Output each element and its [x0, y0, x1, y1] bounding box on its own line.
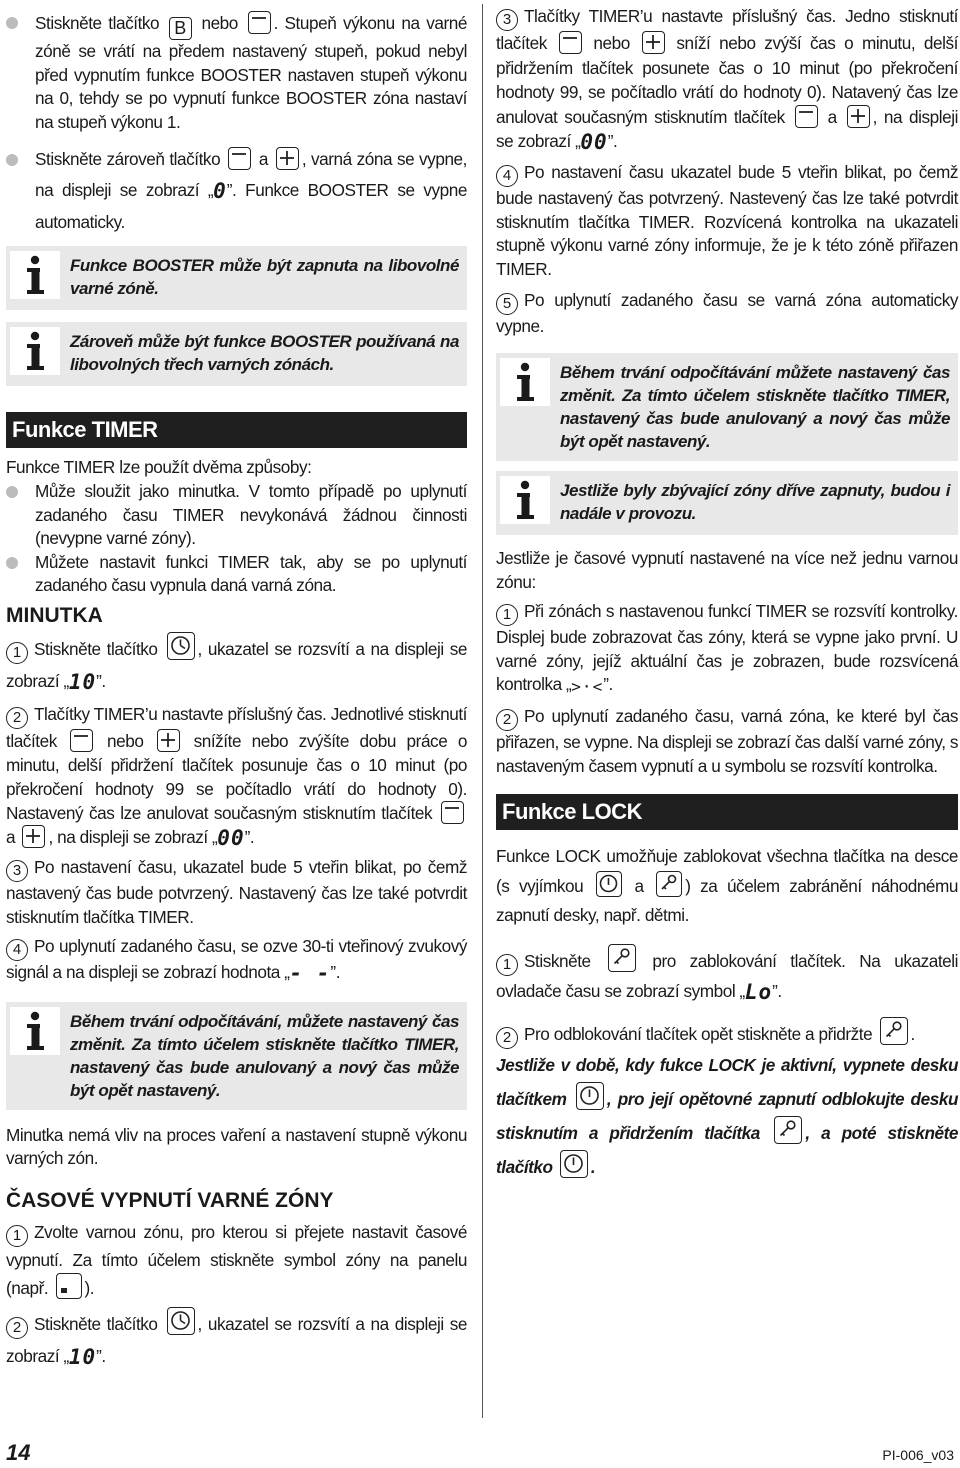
bullet-dot — [6, 17, 18, 29]
step-number: 1 — [496, 954, 518, 976]
booster-bullet-2: Stiskněte zároveň tlačítko a , varná zóna se vypne, na displeji se zobrazí „0”. Funkce BOOSTER se vypne automaticky. — [6, 144, 467, 238]
step-number: 3 — [6, 860, 28, 882]
step-number: 3 — [496, 9, 518, 31]
key-lock-icon — [608, 944, 636, 972]
step-number: 1 — [6, 1225, 28, 1247]
plus-key-icon — [642, 31, 665, 54]
display-lo: Lo — [744, 980, 773, 1005]
minutka-step-2: 2 Tlačítky TIMER’u nastavte příslušný čas. Jednotlivé stisknutí tlačítek nebo snížíte nebo zvýšíte dobu práce o minutu, delší přidržení tlačítek posunuje čas o 10 minut (po překročení hodnoty 99 se počítadlo vrátí do hodnoty 0). Nastavený čas lze anulovat současným stisknutím tlačítek a , na displeji se zobrazí „00”. — [6, 703, 467, 850]
multi-zone-step-1: 1 Při zónách s nastavenou funkcí TIMER se rozsvítí kontrolky. Displej bude zobrazovat čas zóny, která se vypne jako první. U varné zóny, jejíž aktuální čas je zobrazen, bude rozsvícená kontrolka „>·<”. — [496, 600, 958, 699]
info-box-countdown-change-right: Během trvání odpočítávání můžete nastavený čas změnit. Za tímto účelem stiskněte tlačítko TIMER, nastavený čas bude anulovaný a nový čas může být opět nastavený. — [496, 353, 958, 461]
timer-intro: Funkce TIMER lze použít dvěma způsoby: — [6, 457, 312, 478]
key-lock-icon — [774, 1116, 802, 1144]
timer-section-heading: Funkce TIMER — [6, 412, 467, 448]
step-number: 4 — [496, 165, 518, 187]
minus-key-icon — [228, 147, 251, 170]
indicator-light-icon: >·< — [571, 677, 604, 697]
casove-step-5: 5 Po uplynutí zadaného času se varná zóna automaticky vypne. — [496, 290, 958, 337]
step-number: 1 — [6, 642, 28, 664]
step-number: 2 — [496, 1027, 518, 1049]
lock-step-1: 1 Stiskněte pro zablokování tlačítek. Na ukazateli ovladače času se zobrazí symbol „Lo”. — [496, 944, 958, 1007]
power-key-icon — [576, 1082, 604, 1110]
minutka-step-4: 4 Po uplynutí zadaného času, se ozve 30-ti vteřinový zvukový signál a na displeji se zobrazí hodnota „- -”. — [6, 936, 467, 986]
booster-bullet-1: Stiskněte tlačítko B nebo . Stupeň výkonu na varné zóně se vrátí na předem nastavený stupeň, pokud nebyl před vypnutím funkce BOOSTER nastaven stupeň výkonu na 0, tehdy se po vypnutí funkce BOOSTER zóna nastaví na stupeň výkonu 1. — [6, 11, 467, 134]
display-zero: 0 — [213, 179, 227, 204]
multi-zone-intro: Jestliže je časové vypnutí nastavené na více než jednu varnou zónu: — [496, 547, 958, 592]
info-box-other-zones: Jestliže byly zbývající zóny dříve zapnuty, budou i nadále v provozu. — [496, 471, 958, 535]
bullet-dot — [6, 486, 18, 498]
info-icon — [10, 1007, 60, 1055]
plus-key-icon — [847, 105, 870, 128]
minutka-note: Minutka nemá vliv na proces vaření a nastavení stupně výkonu varných zón. — [6, 1124, 467, 1169]
casove-step-3: 3 Tlačítky TIMER’u nastavte příslušný čas. Jedno stisknutí tlačítek nebo sníží nebo zvýší čas o minutu, delší přidržením tlačítek posunete čas o 10 minut (po překročení hodnoty 99, se počítadlo vrátí do hodnoty 0). Natavený čas lze anulovat současným stisknutím tlačítek a , na displeji se zobrazí „00”. — [496, 6, 958, 155]
step-number: 2 — [6, 707, 28, 729]
display-double-zero: 00 — [580, 130, 608, 155]
left-column — [6, 0, 467, 1373]
casove-step-2: 2 Stiskněte tlačítko , ukazatel se rozsvítí a na displeji se zobrazí „10”. — [6, 1307, 467, 1373]
plus-key-icon — [276, 147, 299, 170]
info-icon — [10, 251, 60, 299]
minus-key-icon — [70, 729, 93, 752]
step-number: 4 — [6, 939, 28, 961]
b-key-icon: B — [169, 17, 192, 40]
lock-section-heading: Funkce LOCK — [496, 794, 958, 830]
timer-key-icon — [167, 632, 195, 660]
info-box-countdown-change: Během trvání odpočítávání, můžete nastavený čas změnit. Za tímto účelem stiskněte tlačítko TIMER, nastavený čas bude anulovaný a nový čas může být opět nastavený. — [6, 1002, 467, 1110]
column-divider — [482, 4, 483, 1418]
minus-key-icon — [559, 31, 582, 54]
lock-step-2: 2 Pro odblokování tlačítek opět stiskněte a přidržte . — [496, 1017, 958, 1049]
key-lock-icon — [880, 1017, 908, 1045]
bullet-dot — [6, 154, 18, 166]
right-column — [496, 0, 958, 1184]
casove-step-1: 1 Zvolte varnou zónu, pro kterou si přejete nastavit časové vypnutí. Za tímto účelem stiskněte symbol zóny na panelu (např. ). — [6, 1221, 467, 1298]
power-key-icon — [560, 1150, 588, 1178]
minus-key-icon — [441, 801, 464, 824]
casove-step-4: 4 Po nastavení času ukazatel bude 5 vteřin blikat, po čemž bude nastavený čas potvrzený. Nastevený čas lze také potvrdit stisknutím tlačítka TIMER. Rozvícená kontrolka na ukazateli stupně výkonu varné zóny informuje, že je k této zóně přiřazen TIMER. — [496, 161, 958, 279]
timer-bullet-2: Můžete nastavit funkci TIMER tak, aby se po uplynutí zadaného času vypnula daná varná zóna. — [6, 551, 467, 598]
minutka-step-3: 3 Po nastavení času, ukazatel bude 5 vteřin blikat, po čemž nastavený čas bude potvrzený. Nastavený čas lze také potvrdit stisknutím tlačítka TIMER. — [6, 856, 467, 927]
document-code: PI-006_v03 — [882, 1447, 954, 1463]
timer-bullet-1: Může sloužit jako minutka. V tomto případě po uplynutí zadaného času TIMER nevykonává žádnou činnosti (nevypne varné zóny). — [6, 480, 467, 551]
display-dashes: - - — [289, 961, 331, 986]
info-box-booster-three-zones: Zároveň může být funkce BOOSTER používaná na libovolných třech varných zónách. — [6, 322, 467, 386]
step-number: 2 — [496, 709, 518, 731]
info-icon — [500, 358, 550, 406]
info-icon — [500, 476, 550, 524]
minutka-step-1: 1 Stiskněte tlačítko , ukazatel se rozsvítí a na displeji se zobrazí „10”. — [6, 632, 467, 698]
casove-vypnuti-heading: ČASOVÉ VYPNUTÍ VARNÉ ZÓNY — [6, 1188, 334, 1212]
minus-key-icon — [795, 105, 818, 128]
display-ten: 10 — [68, 1344, 97, 1369]
plus-key-icon — [22, 825, 45, 848]
bullet-dot — [6, 557, 18, 569]
page-number: 14 — [6, 1440, 31, 1465]
info-icon — [10, 327, 60, 375]
timer-key-icon — [167, 1307, 195, 1335]
info-box-booster-any-zone: Funkce BOOSTER může být zapnuta na libovolné varné zóně. — [6, 246, 467, 310]
step-number: 5 — [496, 293, 518, 315]
step-number: 1 — [496, 604, 518, 626]
key-lock-icon — [656, 871, 682, 897]
display-double-zero: 00 — [217, 825, 245, 850]
display-ten: 10 — [68, 669, 97, 694]
minus-key-icon — [248, 11, 271, 34]
multi-zone-step-2: 2 Po uplynutí zadaného času, varná zóna, ke které byl čas přiřazen, se vypne. Na displeji se zobrazí čas další varné zóny, s nastaveným časem vypnutí a u symbolu se rozsvítí kontrolka. — [496, 705, 958, 776]
lock-bold-note: Jestliže v době, kdy fukce LOCK je aktivní, vypnete desku tlačítkem , pro její opětovné zapnutí odblokujte desku stisknutím a přidržením tlačítka , a poté stiskněte tlačítko . — [496, 1055, 959, 1178]
minutka-heading: MINUTKA — [6, 603, 103, 627]
zone-symbol-icon — [56, 1273, 82, 1299]
plus-key-icon — [157, 729, 180, 752]
step-number: 2 — [6, 1317, 28, 1339]
lock-intro: Funkce LOCK umožňuje zablokovat všechna tlačítka na desce (s vyjímkou a ) za účelem zabránění náhodnému zapnutí desky, např. dětmi. — [496, 846, 959, 926]
power-key-icon — [596, 871, 622, 897]
